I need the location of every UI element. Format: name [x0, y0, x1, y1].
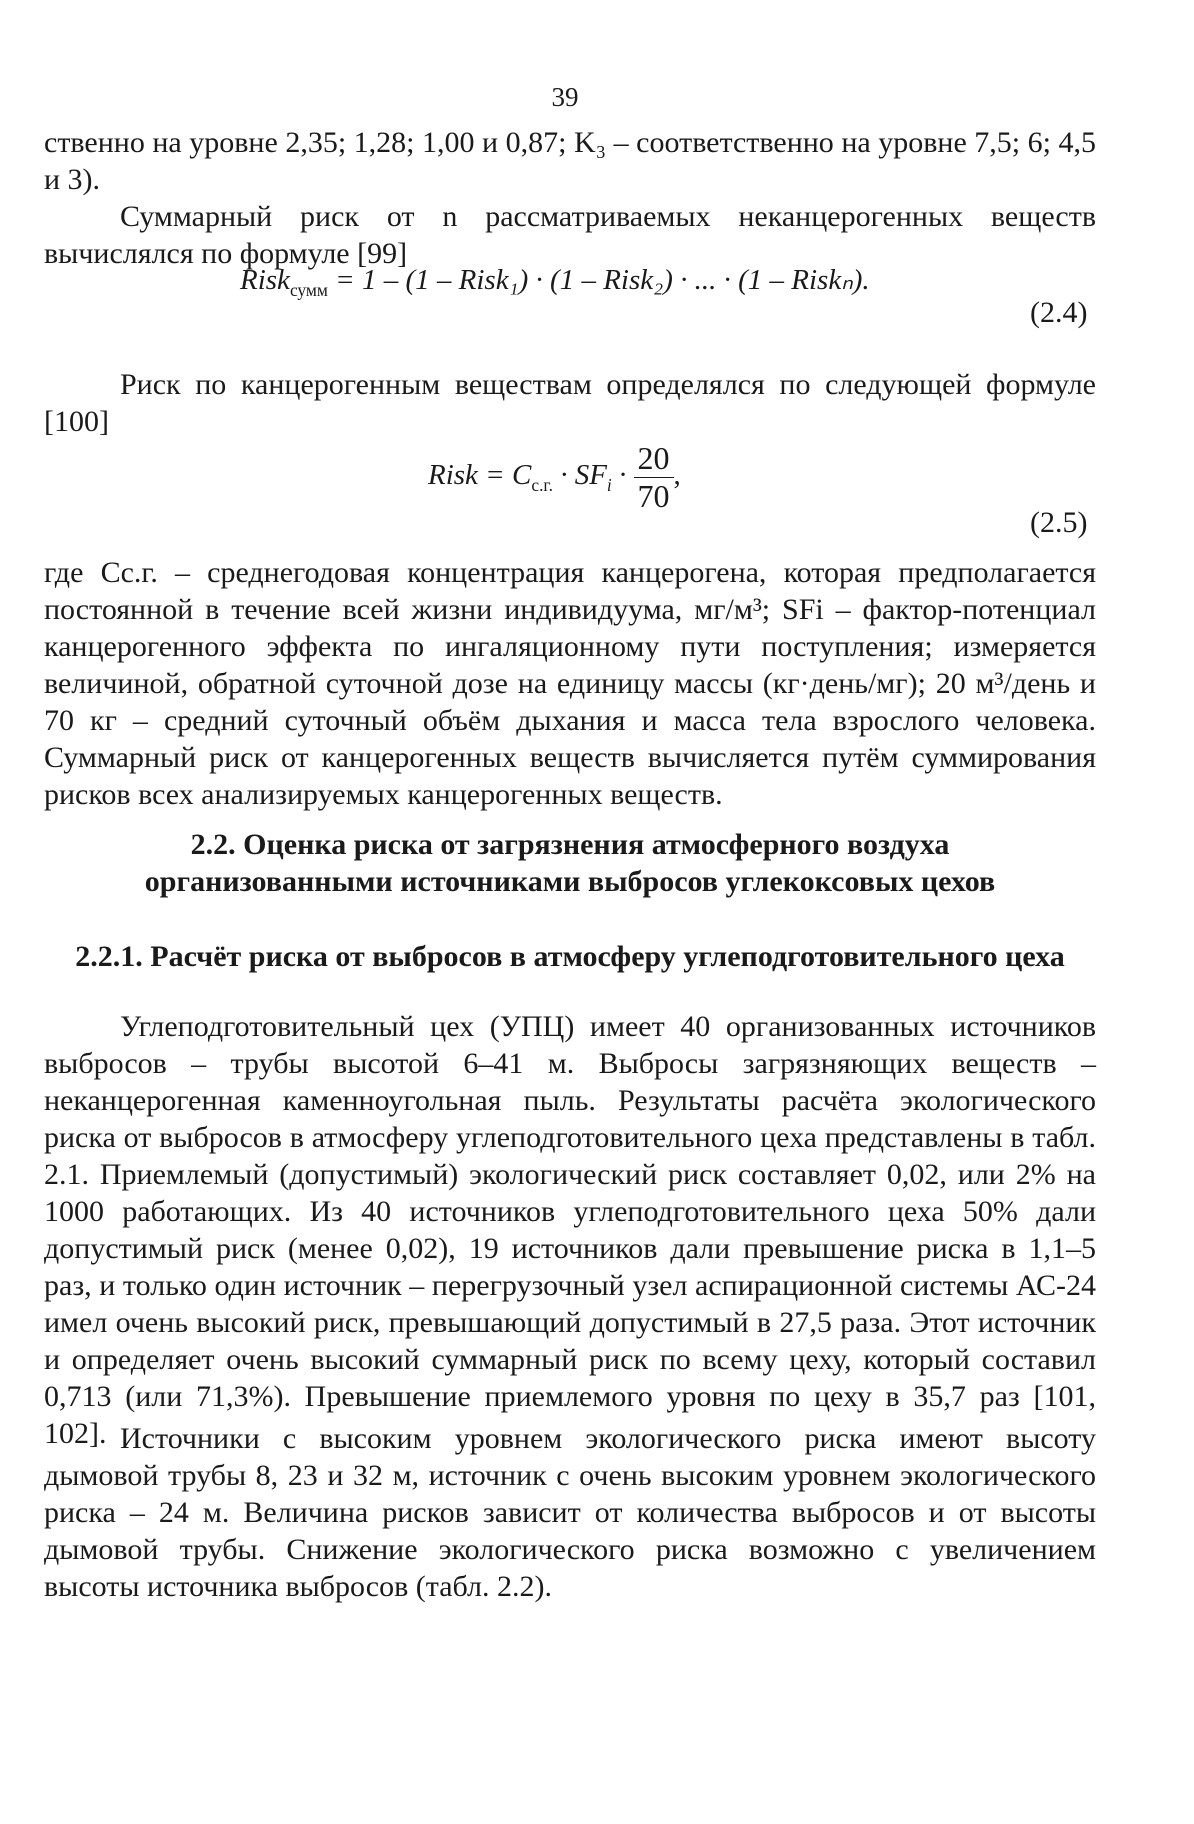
- fraction-numerator: 20: [634, 440, 674, 478]
- paragraph-carcinogen-definitions: где Cс.г. – среднегодовая концентрация канцерогена, которая предполагается постоянной в течение всей жизни индивидуума, мг/м³; SFi – фактор-потенциал канцерогенного эффекта по ингаляционному пути поступления; измеряется величиной, обратной суточной дозе на единицу массы (кг·день/мг); 20 м³/день и 70 кг – средний суточный объём дыхания и масса тела взрослого человека. Суммарный риск от канцерогенных веществ вычисляется путём суммирования рисков всех анализируемых канцерогенных веществ.: [44, 556, 1096, 811]
- formula-2-5-lhs: Risk = C: [428, 459, 532, 492]
- formula-2-5-dot: ·: [611, 459, 634, 492]
- formula-2-4-lhs-sub: сумм: [289, 279, 328, 300]
- paragraph-upc-sources: Углеподготовительный цех (УПЦ) имеет 40 организованных источников выбросов – трубы высотой 6–41 м. Выбросы загрязняющих веществ – неканцерогенная каменноугольная пыль. Результаты расчёта экологического риска от выбросов в атмосферу углеподготовительного цеха представлены в табл. 2.1. Приемлемый (допустимый) экологический риск составляет 0,02, или 2% на 1000 работающих. Из 40 источников углеподготовительного цеха 50% дали допустимый риск (менее 0,02), 19 источников дали превышение риска в 1,1–5 раз, и только один источник – перегрузочный узел аспирационной системы АС-24 имел очень высокий риск, превышающий допустимый в 27,5 раза. Этот источник и определяет очень высокий суммарный риск по всему цеху, который составил 0,713 (или 71,3%). Превышение приемлемого уровня по цеху в 35,7 раз [101, 102].: [44, 1010, 1096, 1450]
- section-heading-2-2-line1: 2.2. Оценка риска от загрязнения атмосферного воздуха: [190, 828, 950, 861]
- equation-number-2-5: (2.5): [1030, 506, 1088, 539]
- formula-2-5-sub-i: i: [606, 474, 612, 495]
- page-number: 39: [551, 82, 579, 112]
- formula-2-4-rhs: = 1 – (1 – Risk₁) · (1 – Risk₂) · ... · (1 – Riskₙ).: [335, 264, 870, 296]
- paragraph-high-risk-sources: Источники с высоким уровнем экологического риска имеют высоту дымовой трубы 8, 23 и 32 м, источник с очень высоким уровнем экологического риска – 24 м. Величина рисков зависит от количества выбросов и от высоты дымовой трубы. Снижение экологического риска возможно с увеличением высоты источника выбросов (табл. 2.2).: [44, 1422, 1096, 1603]
- formula-2-5-sub: с.г.: [531, 474, 553, 495]
- formula-2-5-sf: · SF: [552, 459, 607, 492]
- formula-2-5-fraction: [634, 440, 674, 515]
- formula-2-4-lhs: Risk: [240, 264, 290, 296]
- formula-2-4: [240, 262, 870, 301]
- section-heading-2-2: [44, 826, 1096, 900]
- paragraph-carcinogen-intro: Риск по канцерогенным веществам определялся по следующей формуле [100]: [44, 368, 1096, 438]
- formula-2-5-comma: ,: [673, 459, 681, 492]
- formula-2-5: [428, 440, 681, 515]
- equation-number-2-4: (2.4): [1030, 296, 1088, 329]
- paragraph-continuation: ственно на уровне 2,35; 1,28; 1,00 и 0,87; K₃ – соответственно на уровне 7,5; 6; 4,5 и 3).: [44, 126, 1096, 196]
- fraction-denominator: 70: [637, 478, 670, 514]
- section-heading-2-2-line2: организованными источниками выбросов углекоксовых цехов: [144, 865, 996, 898]
- subsection-heading-2-2-1: 2.2.1. Расчёт риска от выбросов в атмосферу углеподготовительного цеха: [75, 940, 1065, 973]
- paragraph-sum-risk-intro: Суммарный риск от n рассматриваемых неканцерогенных веществ вычислялся по формуле [99]: [44, 200, 1096, 270]
